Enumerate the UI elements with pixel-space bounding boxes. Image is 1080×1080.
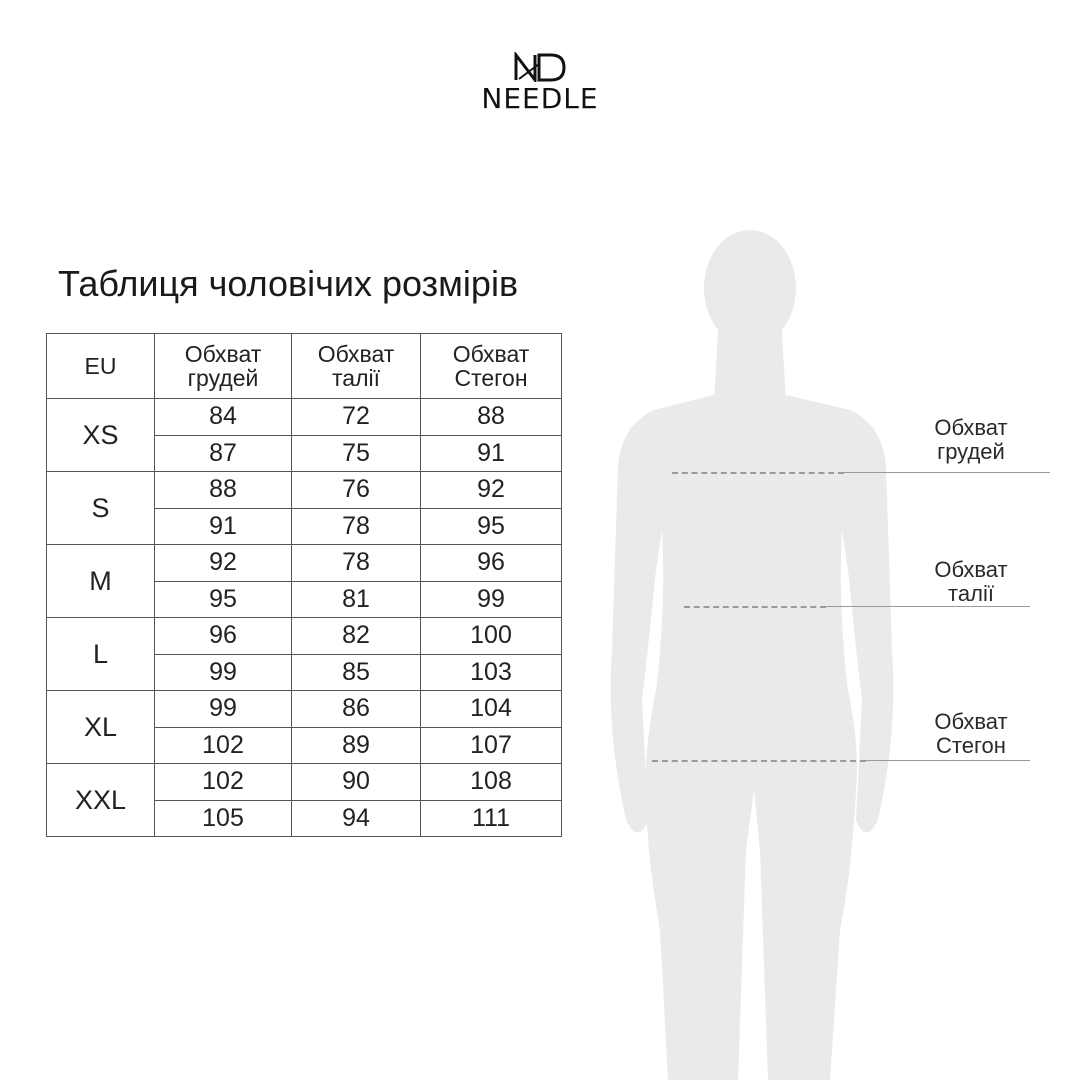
header-eu: EU	[47, 334, 155, 399]
hips-label-line2: Стегон	[936, 733, 1006, 758]
waist-value: 78	[292, 545, 421, 582]
hips-value: 92	[421, 472, 562, 509]
chest-value: 88	[155, 472, 292, 509]
hips-value: 107	[421, 727, 562, 764]
waist-value: 75	[292, 435, 421, 472]
hips-value: 108	[421, 764, 562, 801]
size-label: XS	[47, 399, 155, 472]
hips-value: 103	[421, 654, 562, 691]
brand-wordmark: NEEDLE	[481, 82, 599, 115]
waist-value: 89	[292, 727, 421, 764]
table-header-row	[47, 334, 562, 399]
chest-value: 84	[155, 399, 292, 436]
hips-value: 95	[421, 508, 562, 545]
header-waist	[292, 334, 421, 399]
size-table	[46, 333, 562, 837]
page-title: Таблиця чоловічих розмірів	[58, 263, 519, 304]
hips-label-line1: Обхват	[934, 709, 1008, 734]
header-chest	[155, 334, 292, 399]
header-waist-line1: Обхват	[317, 341, 395, 367]
table-row	[47, 472, 562, 509]
waist-value: 86	[292, 691, 421, 728]
chest-value: 102	[155, 727, 292, 764]
waist-value: 81	[292, 581, 421, 618]
hips-value: 96	[421, 545, 562, 582]
chest-label-line2: грудей	[937, 439, 1005, 464]
chest-value: 95	[155, 581, 292, 618]
waist-value: 82	[292, 618, 421, 655]
waist-value: 72	[292, 399, 421, 436]
hips-value: 99	[421, 581, 562, 618]
chest-value: 96	[155, 618, 292, 655]
size-label: L	[47, 618, 155, 691]
chest-value: 102	[155, 764, 292, 801]
hips-value: 91	[421, 435, 562, 472]
header-chest-line2: грудей	[187, 365, 259, 391]
waist-guide-dashed	[684, 606, 826, 608]
chest-value: 99	[155, 654, 292, 691]
table-row	[47, 545, 562, 582]
waist-label	[916, 558, 1026, 606]
nd-monogram-icon	[513, 52, 567, 82]
size-label: XXL	[47, 764, 155, 837]
hips-value: 104	[421, 691, 562, 728]
table-row	[47, 764, 562, 801]
male-silhouette-icon	[590, 230, 920, 1080]
size-label: XL	[47, 691, 155, 764]
chest-guide-dashed	[672, 472, 844, 474]
header-waist-line2: талії	[332, 365, 380, 391]
waist-label-line1: Обхват	[934, 557, 1008, 582]
waist-label-line2: талії	[948, 581, 994, 606]
chest-value: 91	[155, 508, 292, 545]
hips-guide-dashed	[652, 760, 866, 762]
chest-value: 87	[155, 435, 292, 472]
hips-value: 88	[421, 399, 562, 436]
chest-guide-solid	[844, 472, 1050, 473]
waist-value: 90	[292, 764, 421, 801]
hips-value: 111	[421, 800, 562, 837]
brand-logo	[440, 52, 640, 118]
chest-label	[916, 416, 1026, 464]
table-row	[47, 399, 562, 436]
waist-value: 76	[292, 472, 421, 509]
waist-value: 94	[292, 800, 421, 837]
hips-label	[916, 710, 1026, 758]
hips-value: 100	[421, 618, 562, 655]
waist-guide-solid	[826, 606, 1030, 607]
chest-label-line1: Обхват	[934, 415, 1008, 440]
size-label: M	[47, 545, 155, 618]
chest-value: 92	[155, 545, 292, 582]
hips-guide-solid	[866, 760, 1030, 761]
table-row	[47, 691, 562, 728]
header-hips	[421, 334, 562, 399]
header-hips-line2: Стегон	[454, 365, 528, 391]
header-hips-line1: Обхват	[452, 341, 530, 367]
waist-value: 78	[292, 508, 421, 545]
chest-value: 105	[155, 800, 292, 837]
chest-value: 99	[155, 691, 292, 728]
header-chest-line1: Обхват	[184, 341, 262, 367]
size-label: S	[47, 472, 155, 545]
silhouette-shape	[611, 230, 894, 1080]
table-row	[47, 618, 562, 655]
waist-value: 85	[292, 654, 421, 691]
